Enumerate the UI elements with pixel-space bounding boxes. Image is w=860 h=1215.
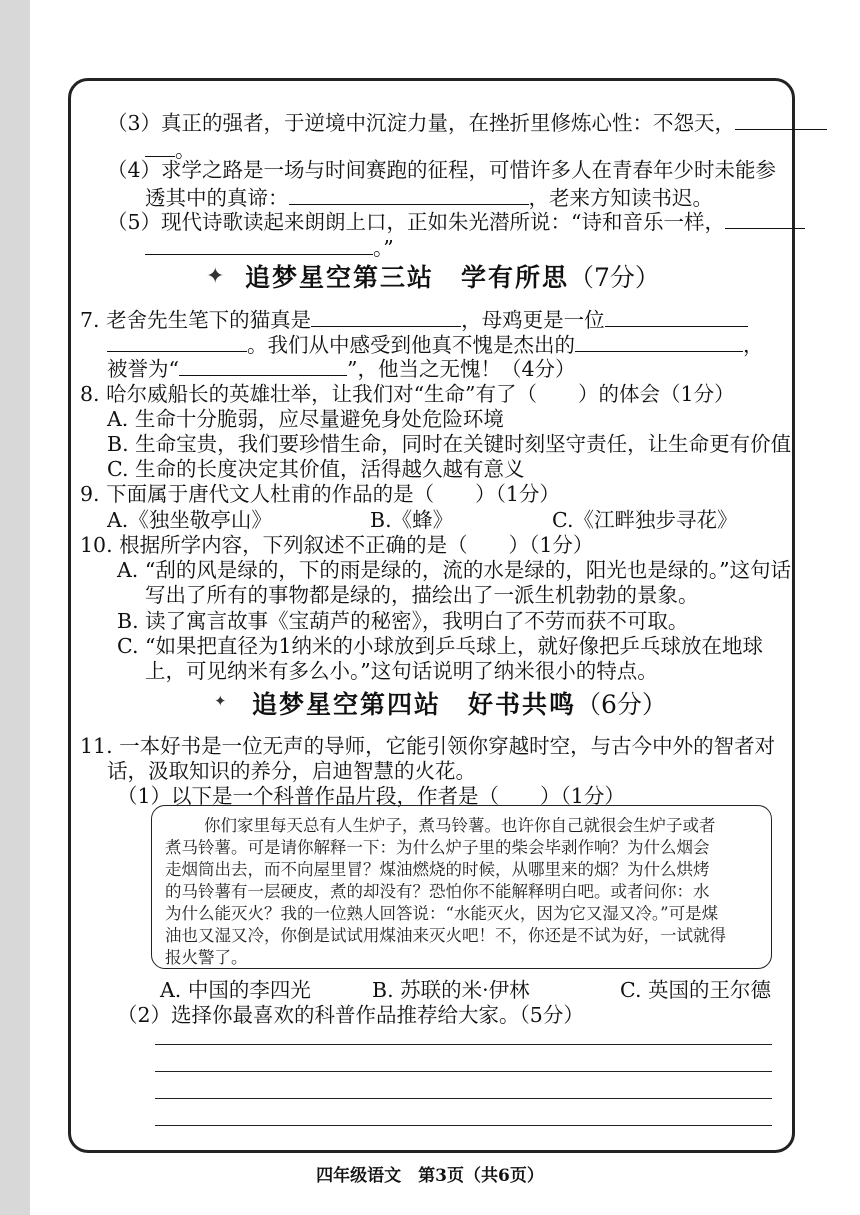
question-11-option-b[interactable]: B. 苏联的米·伊林	[372, 978, 530, 1002]
answer-blank-6-5b[interactable]	[145, 234, 373, 255]
question-6-3-line1: （3）真正的强者，于逆境中沉淀力量，在挫折里修炼心性：不怨天，	[107, 109, 827, 136]
question-6-3-line2: 。	[145, 136, 196, 163]
section-4-heading: 追梦星空第四站 好书共鸣（6分）	[252, 690, 667, 719]
question-8-stem: 8. 哈尔威船长的英雄壮举，让我们对“生命”有了（ ）的体会（1分）	[80, 382, 735, 406]
question-10-stem: 10. 根据所学内容，下列叙述不正确的是（ ）（1分）	[80, 533, 594, 557]
star-icon: ✦	[214, 692, 227, 710]
question-11-stem: 11. 一本好书是一位无声的导师，它能引领你穿越时空，与古今中外的智者对	[80, 734, 776, 758]
section-3-heading: 追梦星空第三站 学有所思（7分）	[245, 263, 660, 292]
writing-line[interactable]	[155, 1098, 772, 1099]
question-10-option-c[interactable]: C. “如果把直径为1纳米的小球放到乒乓球上，就好像把乒乓球放在地球	[117, 634, 764, 658]
scan-edge	[0, 0, 30, 1215]
answer-blank-6-4[interactable]	[289, 184, 529, 205]
excerpt-line: 煮马铃薯。可是请你解释一下：为什么炉子里的柴会毕剥作响？为什么烟会	[165, 838, 710, 857]
question-11-2-stem: （2）选择你最喜欢的科普作品推荐给大家。（5分）	[117, 1003, 584, 1027]
question-11-1-stem: （1）以下是一个科普作品片段，作者是（ ）（1分）	[117, 784, 625, 808]
excerpt-line: 走烟筒出去，而不向屋里冒？煤油燃烧的时候，从哪里来的烟？为什么烘烤	[165, 860, 710, 879]
answer-blank-7d[interactable]	[575, 331, 743, 352]
question-11-option-a[interactable]: A. 中国的李四光	[160, 978, 311, 1002]
question-8-option-c[interactable]: C. 生命的长度决定其价值，活得越久越有意义	[107, 457, 525, 481]
question-6-4-line2: 透其中的真谛： ，老来方知读书迟。	[145, 186, 713, 210]
answer-blank-7b[interactable]	[605, 306, 748, 327]
answer-blank-7c[interactable]	[107, 331, 247, 352]
excerpt-line: 为什么能灭火？我的一位熟人回答说：“水能灭火，因为它又湿又冷。”可是煤	[165, 904, 719, 923]
question-10-option-a-cont: 写出了所有的事物都是绿的，描绘出了一派生机勃勃的景象。	[145, 583, 699, 607]
question-9-option-b[interactable]: B.《蜂》	[370, 508, 454, 532]
question-7-line2: 。我们从中感受到他真不愧是杰出的 ，	[107, 331, 764, 358]
question-6-5-line2: 。”	[145, 234, 394, 261]
question-10-option-a[interactable]: A. “刮的风是绿的，下的雨是绿的，流的水是绿的，阳光也是绿的。”这句话	[117, 558, 792, 582]
excerpt-line: 油也又湿又冷，你倒是试试用煤油来灭火吧！不，你还是不试为好，一试就得	[165, 926, 726, 945]
question-7-line3: 被誉为“ ”，他当之无愧！（4分）	[107, 357, 576, 381]
question-11-option-c[interactable]: C. 英国的王尔德	[620, 978, 771, 1002]
question-9-option-c[interactable]: C.《江畔独步寻花》	[552, 508, 738, 532]
question-9-option-a[interactable]: A.《独坐敬亭山》	[107, 508, 272, 532]
answer-blank-7e[interactable]	[179, 355, 347, 376]
excerpt-line: 你们家里每天总有人生炉子，煮马铃薯。也许你自己就很会生炉子或者	[204, 816, 716, 835]
writing-line[interactable]	[155, 1125, 772, 1126]
writing-line[interactable]	[155, 1044, 772, 1045]
star-icon: ✦	[206, 264, 225, 289]
answer-blank-6-3b[interactable]	[145, 136, 175, 157]
question-8-option-b[interactable]: B. 生命宝贵，我们要珍惜生命，同时在关键时刻坚守责任，让生命更有价值	[107, 432, 792, 456]
question-6-4-line1: （4）求学之路是一场与时间赛跑的征程，可惜许多人在青春年少时未能参	[107, 158, 777, 182]
question-11-stem-cont: 话，汲取知识的养分，启迪智慧的火花。	[107, 759, 476, 783]
answer-blank-7a[interactable]	[311, 306, 461, 327]
question-6-5-line1: （5）现代诗歌读起来朗朗上口，正如朱光潜所说：“诗和音乐一样，	[107, 208, 805, 235]
answer-blank-6-3a[interactable]	[735, 109, 827, 130]
writing-line[interactable]	[155, 1071, 772, 1072]
excerpt-line: 报火警了。	[165, 948, 248, 967]
question-10-option-b[interactable]: B. 读了寓言故事《宝葫芦的秘密》，我明白了不劳而获不可取。	[117, 609, 689, 633]
answer-blank-6-5a[interactable]	[725, 208, 805, 229]
question-7-line1: 7. 老舍先生笔下的猫真是 ，母鸡更是一位	[80, 306, 748, 333]
excerpt-line: 的马铃薯有一层硬皮，煮的却没有？恐怕你不能解释明白吧。或者问你：水	[165, 882, 710, 901]
question-8-option-a[interactable]: A. 生命十分脆弱，应尽量避免身处危险环境	[107, 407, 504, 431]
page-footer: 四年级语文 第3页（共6页）	[316, 1166, 544, 1186]
question-10-option-c-cont: 上，可见纳米有多么小。”这句话说明了纳米很小的特点。	[145, 659, 658, 683]
question-9-stem: 9. 下面属于唐代文人杜甫的作品的是（ ）（1分）	[80, 482, 560, 506]
